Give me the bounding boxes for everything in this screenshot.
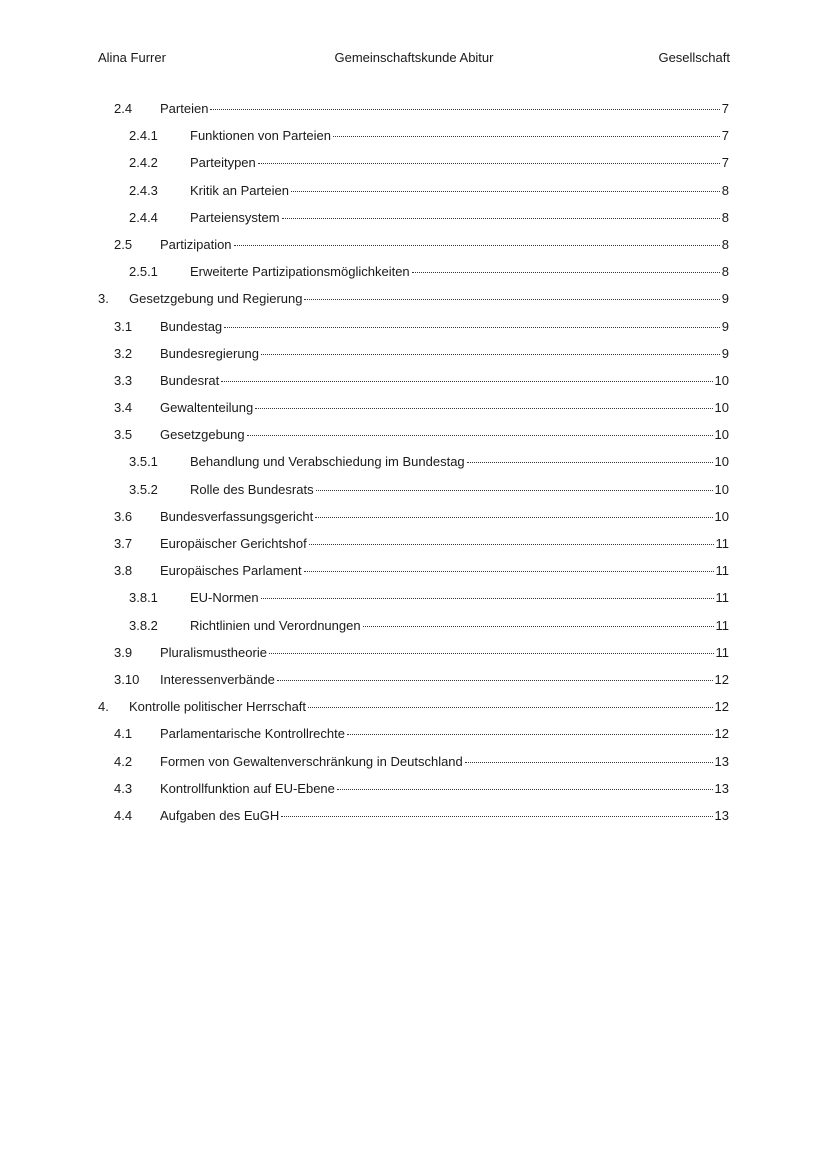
toc-entry[interactable] xyxy=(0,204,828,231)
toc-entry[interactable] xyxy=(0,285,828,312)
toc-entry-title: Partizipation xyxy=(160,236,232,252)
toc-entry-line xyxy=(160,754,729,770)
toc-entry-line xyxy=(160,319,729,335)
toc-entry-line xyxy=(160,563,729,579)
toc-entry-title: Bundestag xyxy=(160,318,223,334)
toc-entry[interactable] xyxy=(0,639,828,666)
toc-entry-page: 8 xyxy=(721,236,729,252)
toc-entry-line xyxy=(160,781,729,797)
toc-entry[interactable] xyxy=(0,666,828,693)
toc-entry-number: 4.2 xyxy=(114,753,133,769)
toc-entry[interactable] xyxy=(0,95,828,122)
toc-entry-title: Europäischer Gerichtshof xyxy=(160,536,307,551)
toc-entry-page: 12 xyxy=(714,699,729,715)
toc-dot-leader xyxy=(363,626,714,627)
toc-dot-leader xyxy=(337,789,713,790)
toc-dot-leader xyxy=(261,354,720,355)
toc-entry-line xyxy=(160,237,729,253)
toc-dot-leader xyxy=(261,598,714,599)
toc-entry[interactable] xyxy=(0,476,828,503)
toc-entry-page: 10 xyxy=(714,508,729,524)
toc-entry-page: 12 xyxy=(714,726,729,742)
toc-entry-line xyxy=(160,645,729,661)
toc-entry-page: 10 xyxy=(714,427,729,443)
toc-entry-line xyxy=(190,210,729,226)
toc-entry-line xyxy=(160,373,729,389)
toc-entry-number: 3.8.2 xyxy=(129,617,158,633)
toc-entry-page: 12 xyxy=(714,671,729,687)
toc-dot-leader xyxy=(291,191,720,192)
toc-entry-title: Gesetzgebung und Regierung xyxy=(129,291,303,307)
toc-entry[interactable] xyxy=(0,122,828,149)
toc-entry-line xyxy=(160,726,729,742)
toc-entry-line xyxy=(160,509,729,525)
toc-entry-title: Interessenverbände xyxy=(160,671,275,687)
toc-entry[interactable] xyxy=(0,231,828,258)
toc-entry-line xyxy=(160,400,729,416)
toc-entry[interactable] xyxy=(0,149,828,176)
toc-dot-leader xyxy=(258,163,720,164)
toc-entry-number: 4.3 xyxy=(114,780,133,796)
toc-entry-line xyxy=(190,590,729,606)
toc-entry-title: Parlamentarische Kontrollrechte xyxy=(160,726,345,742)
toc-entry[interactable] xyxy=(0,421,828,448)
toc-entry-page: 13 xyxy=(714,780,729,796)
toc-entry[interactable] xyxy=(0,584,828,611)
toc-dot-leader xyxy=(247,435,713,436)
toc-entry[interactable] xyxy=(0,612,828,639)
toc-entry-title: Bundesrat xyxy=(160,372,220,388)
toc-entry-number: 4. xyxy=(98,699,109,715)
toc-entry-title: Formen von Gewaltenverschränkung in Deutschland xyxy=(160,753,463,769)
toc-dot-leader xyxy=(315,517,712,518)
toc-entry-line xyxy=(190,155,729,171)
toc-dot-leader xyxy=(234,245,720,246)
toc-entry-page: 11 xyxy=(715,563,729,579)
toc-entry-page: 9 xyxy=(721,291,729,307)
toc-dot-leader xyxy=(467,462,713,463)
toc-entry-line xyxy=(190,183,729,199)
toc-entry-title: Parteitypen xyxy=(190,155,256,171)
toc-entry-page: 11 xyxy=(715,617,729,633)
toc-entry-number: 2.5 xyxy=(114,236,133,252)
toc-entry-number: 3.6 xyxy=(114,508,133,524)
toc-entry-title: Kontrollfunktion auf EU-Ebene xyxy=(160,780,335,796)
toc-entry-line xyxy=(160,346,729,362)
toc-entry-line xyxy=(190,128,729,144)
toc-entry-line xyxy=(160,672,729,688)
toc-entry-line xyxy=(160,808,729,824)
toc-entry[interactable] xyxy=(0,557,828,584)
toc-entry-title: Behandlung und Verabschiedung im Bundestag xyxy=(190,454,465,470)
toc-entry[interactable] xyxy=(0,448,828,475)
toc-dot-leader xyxy=(308,707,713,708)
toc-dot-leader xyxy=(304,571,714,572)
toc-entry[interactable] xyxy=(0,258,828,285)
toc-entry-number: 4.4 xyxy=(114,807,133,823)
toc-dot-leader xyxy=(282,218,720,219)
toc-entry-number: 2.4.3 xyxy=(129,182,158,198)
header-subject: Gemeinschaftskunde Abitur xyxy=(334,50,494,65)
toc-entry-number: 2.4.2 xyxy=(129,155,158,171)
toc-entry-page: 13 xyxy=(714,753,729,769)
toc-entry-title: Gewaltenteilung xyxy=(160,400,254,416)
toc-entry[interactable] xyxy=(0,367,828,394)
toc-entry-number: 3.5 xyxy=(114,427,133,443)
toc-entry[interactable] xyxy=(0,530,828,557)
toc-dot-leader xyxy=(316,490,713,491)
toc-entry-title: Funktionen von Parteien xyxy=(190,128,331,144)
toc-entry-page: 10 xyxy=(714,400,729,416)
toc-dot-leader xyxy=(269,653,714,654)
toc-entry-number: 3.8 xyxy=(114,563,133,579)
toc-entry-page: 10 xyxy=(714,481,729,497)
toc-entry-title: Kritik an Parteien xyxy=(190,182,289,198)
toc-entry-number: 3.7 xyxy=(114,536,133,551)
toc-entry[interactable] xyxy=(0,748,828,775)
toc-entry-title: Richtlinien und Verordnungen xyxy=(190,617,361,633)
toc-dot-leader xyxy=(221,381,712,382)
toc-entry-number: 4.1 xyxy=(114,726,133,742)
toc-entry-number: 2.4.4 xyxy=(129,209,158,225)
toc-entry[interactable] xyxy=(0,802,828,829)
toc-entry-title: Pluralismustheorie xyxy=(160,644,267,660)
toc-entry-line xyxy=(160,536,729,552)
toc-entry-number: 3.10 xyxy=(114,671,140,687)
toc-entry[interactable] xyxy=(0,177,828,204)
toc-entry[interactable] xyxy=(0,313,828,340)
toc-entry[interactable] xyxy=(0,394,828,421)
toc-dot-leader xyxy=(304,299,719,300)
toc-entry-line xyxy=(190,618,729,634)
toc-entry-number: 3.1 xyxy=(114,318,133,334)
toc-entry-title: Europäisches Parlament xyxy=(160,563,302,579)
toc-entry-page: 10 xyxy=(714,372,729,388)
toc-entry-line xyxy=(129,291,729,307)
toc-entry-line xyxy=(129,699,729,715)
header-author: Alina Furrer xyxy=(98,50,166,65)
toc-entry-title: Bundesverfassungsgericht xyxy=(160,508,314,524)
header-topic: Gesellschaft xyxy=(658,50,730,65)
page-header xyxy=(98,50,730,68)
toc-entry-page: 7 xyxy=(721,101,729,116)
toc-entry-line xyxy=(190,482,729,498)
toc-entry[interactable] xyxy=(0,340,828,367)
toc-entry-title: Parteien xyxy=(160,101,209,116)
toc-entry-title: Bundesregierung xyxy=(160,345,260,361)
toc-dot-leader xyxy=(224,327,720,328)
table-of-contents xyxy=(0,95,828,829)
toc-entry[interactable] xyxy=(0,503,828,530)
toc-dot-leader xyxy=(210,109,719,110)
toc-entry[interactable] xyxy=(0,720,828,747)
toc-entry-title: Erweiterte Partizipationsmöglichkeiten xyxy=(190,264,410,280)
toc-entry[interactable] xyxy=(0,775,828,802)
toc-entry-page: 10 xyxy=(714,454,729,470)
toc-dot-leader xyxy=(412,272,720,273)
toc-dot-leader xyxy=(255,408,712,409)
toc-dot-leader xyxy=(465,762,713,763)
toc-entry-title: EU-Normen xyxy=(190,590,259,606)
toc-dot-leader xyxy=(333,136,720,137)
toc-entry-number: 2.4.1 xyxy=(129,128,158,144)
toc-entry-title: Aufgaben des EuGH xyxy=(160,807,280,823)
toc-entry-page: 13 xyxy=(714,807,729,823)
toc-dot-leader xyxy=(277,680,713,681)
toc-entry[interactable] xyxy=(0,693,828,720)
toc-dot-leader xyxy=(309,544,714,545)
toc-entry-line xyxy=(190,454,729,470)
toc-entry-page: 8 xyxy=(721,182,729,198)
toc-entry-page: 11 xyxy=(715,644,729,660)
toc-entry-line xyxy=(160,101,729,117)
toc-entry-title: Kontrolle politischer Herrschaft xyxy=(129,699,307,715)
toc-entry-number: 3. xyxy=(98,291,109,307)
toc-entry-page: 8 xyxy=(721,209,729,225)
toc-entry-number: 3.5.2 xyxy=(129,481,158,497)
toc-entry-title: Rolle des Bundesrats xyxy=(190,481,314,497)
toc-entry-number: 3.3 xyxy=(114,372,133,388)
toc-entry-page: 11 xyxy=(715,536,729,551)
toc-entry-number: 2.5.1 xyxy=(129,264,158,280)
toc-entry-page: 9 xyxy=(721,318,729,334)
toc-entry-number: 3.4 xyxy=(114,400,133,416)
toc-entry-number: 2.4 xyxy=(114,101,133,116)
toc-entry-page: 7 xyxy=(721,128,729,144)
toc-dot-leader xyxy=(347,734,713,735)
toc-entry-page: 8 xyxy=(721,264,729,280)
toc-entry-title: Parteiensystem xyxy=(190,209,280,225)
toc-entry-number: 3.9 xyxy=(114,644,133,660)
toc-entry-page: 11 xyxy=(715,590,729,606)
toc-entry-number: 3.2 xyxy=(114,345,133,361)
toc-entry-title: Gesetzgebung xyxy=(160,427,245,443)
toc-dot-leader xyxy=(281,816,712,817)
toc-entry-page: 7 xyxy=(721,155,729,171)
toc-entry-page: 9 xyxy=(721,345,729,361)
toc-entry-line xyxy=(190,264,729,280)
toc-entry-line xyxy=(160,427,729,443)
toc-entry-number: 3.8.1 xyxy=(129,590,158,606)
toc-entry-number: 3.5.1 xyxy=(129,454,158,470)
